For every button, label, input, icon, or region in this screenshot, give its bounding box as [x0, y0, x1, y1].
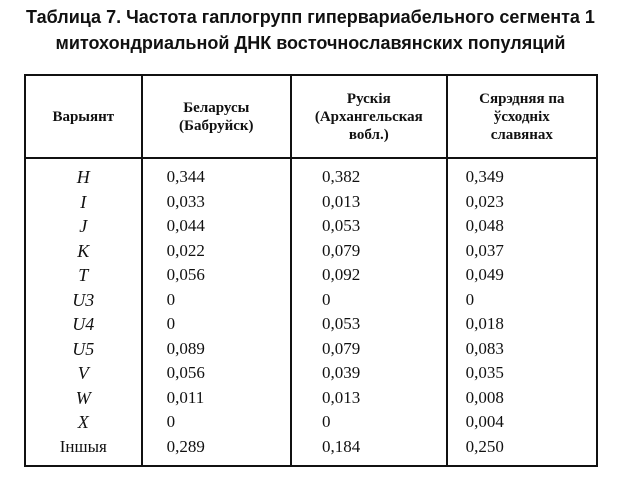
- header-line: вобл.): [348, 126, 389, 143]
- average-value: 0,049: [447, 263, 597, 288]
- russia-value: 0,079: [291, 337, 447, 362]
- table-row: [25, 214, 597, 239]
- table-row: [25, 410, 597, 435]
- belarus-value: 0,056: [142, 361, 291, 386]
- variant-cell: U4: [72, 314, 95, 335]
- table-row: [25, 239, 597, 264]
- average-value: 0,083: [447, 337, 597, 362]
- russia-value: 0,013: [291, 386, 447, 411]
- header-line: (Бабруйск): [179, 117, 254, 134]
- russia-value: 0,092: [291, 263, 447, 288]
- header-variant: [25, 75, 142, 158]
- variant-cell: X: [77, 412, 89, 433]
- belarus-value: 0,089: [142, 337, 291, 362]
- russia-value: 0,053: [291, 214, 447, 239]
- russia-value: 0,382: [291, 158, 447, 190]
- belarus-value: 0: [142, 288, 291, 313]
- average-value: 0,048: [447, 214, 597, 239]
- table-row: [25, 361, 597, 386]
- header-belarus: [142, 75, 291, 158]
- variant-cell: U5: [72, 338, 95, 359]
- average-value: 0,037: [447, 239, 597, 264]
- belarus-value: 0: [142, 410, 291, 435]
- variant-cell: K: [77, 240, 90, 261]
- russia-value: 0,013: [291, 190, 447, 215]
- variant-cell: I: [80, 191, 87, 212]
- belarus-value: 0,344: [142, 158, 291, 190]
- variant-cell: T: [78, 265, 89, 286]
- belarus-value: 0,044: [142, 214, 291, 239]
- variant-cell: H: [76, 167, 90, 188]
- variant-cell: U3: [72, 289, 95, 310]
- table-header-row: [25, 75, 597, 158]
- table-row: [25, 158, 597, 190]
- header-line: Варыянт: [52, 108, 115, 125]
- russia-value: 0,184: [291, 435, 447, 467]
- table-row: [25, 263, 597, 288]
- average-value: 0,023: [447, 190, 597, 215]
- russia-value: 0: [291, 410, 447, 435]
- variant-cell: J: [79, 216, 88, 237]
- header-line: ўсходніх: [493, 108, 550, 125]
- average-value: 0: [447, 288, 597, 313]
- table-row: [25, 190, 597, 215]
- average-value: 0,008: [447, 386, 597, 411]
- variant-cell: V: [77, 363, 89, 384]
- russia-value: 0,079: [291, 239, 447, 264]
- russia-value: 0,053: [291, 312, 447, 337]
- header-line: Сярэдняя па: [479, 90, 565, 107]
- caption-line-2: митохондриальной ДНК восточнославянских популяций: [55, 33, 566, 53]
- header-line: славянах: [490, 126, 553, 143]
- belarus-value: 0: [142, 312, 291, 337]
- belarus-value: 0,022: [142, 239, 291, 264]
- belarus-value: 0,033: [142, 190, 291, 215]
- average-value: 0,004: [447, 410, 597, 435]
- header-line: Беларусы: [183, 99, 250, 116]
- table-row: [25, 312, 597, 337]
- table-row: [25, 337, 597, 362]
- table-caption: [0, 4, 621, 56]
- average-value: 0,349: [447, 158, 597, 190]
- average-value: 0,250: [447, 435, 597, 467]
- table-row: [25, 288, 597, 313]
- average-value: 0,018: [447, 312, 597, 337]
- caption-line-1: Таблица 7. Частота гаплогрупп гипервариабельного сегмента 1: [26, 7, 595, 27]
- header-russia: [291, 75, 447, 158]
- russia-value: 0: [291, 288, 447, 313]
- variant-cell: Іншыя: [59, 436, 107, 456]
- header-line: Рускія: [346, 90, 391, 107]
- belarus-value: 0,289: [142, 435, 291, 467]
- haplogroup-frequency-table: [24, 74, 598, 467]
- table-row: [25, 435, 597, 467]
- belarus-value: 0,011: [142, 386, 291, 411]
- header-line: (Архангельская: [314, 108, 423, 125]
- average-value: 0,035: [447, 361, 597, 386]
- table-row: [25, 386, 597, 411]
- russia-value: 0,039: [291, 361, 447, 386]
- header-average: [447, 75, 597, 158]
- belarus-value: 0,056: [142, 263, 291, 288]
- variant-cell: W: [75, 387, 91, 408]
